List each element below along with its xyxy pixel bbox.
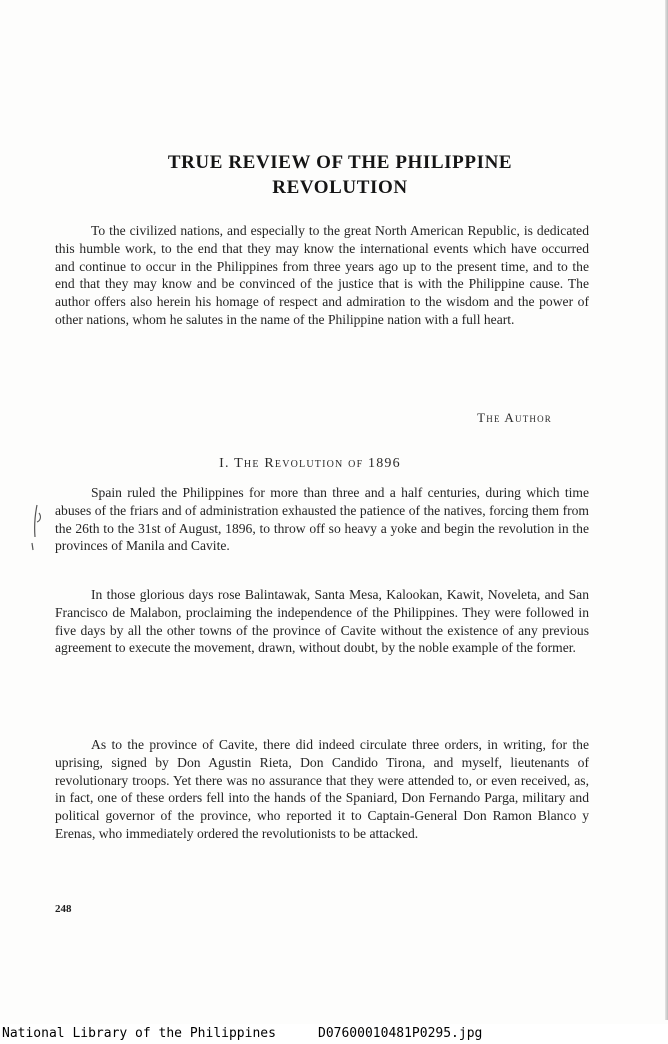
page-number: 248: [55, 903, 72, 915]
body-paragraph-1: Spain ruled the Philippines for more than three and a half centuries, during which time abuses of the friars and of administration exhausted the patience of the natives, forcing them from the 26th to the 31st of August, 1896, to throw off so heavy a yoke and begin the revolution in the provinces of Manila and Cavite.: [55, 485, 589, 554]
title-line-2: REVOLUTION: [272, 177, 408, 198]
body-paragraph-2: In those glorious days rose Balintawak, Santa Mesa, Kalookan, Kawit, Noveleta, and San Francisco de Malabon, proclaiming the independence of the Philippines. They were followed in five days by all the other towns of the province of Cavite without the existence of any previous agreement to execute the movement, drawn, without doubt, by the noble example of the former.: [55, 587, 589, 656]
footer-library-name: National Library of the Philippines: [2, 1026, 276, 1041]
dedication-paragraph: To the civilized nations, and especially to the great North American Republic, is dedicated this humble work, to the end that they may know the international events which have occurred and continue to occur in the Philippines from three years ago up to the present time, and to the end that they may know and be convinced of the justice that is with the Philippine cause. The author offers also herein his homage of respect and admiration to the wisdom and the power of other nations, whom he salutes in the name of the Philippine nation with a full heart.: [55, 223, 589, 327]
author-signature: The Author: [477, 410, 552, 425]
footer-filename: D07600010481P0295.jpg: [318, 1026, 483, 1041]
page-title: [70, 150, 610, 200]
handwritten-margin-mark: [28, 503, 44, 553]
body-paragraph-3: As to the province of Cavite, there did indeed circulate three orders, in writing, for the uprising, signed by Don Agustin Rieta, Don Candido Tirona, and myself, lieutenants of revolutionary troops. Yet there was no assurance that they were attended to, or even received, as, in fact, one of these orders fell into the hands of the Spaniard, Don Fernando Parga, military and political governor of the province, who reported it to Captain-General Don Ramon Blanco y Erenas, who immediately ordered the revolutionists to be attacked.: [55, 737, 589, 841]
scan-footer: [0, 1024, 668, 1044]
section-heading: I. The Revolution of 1896: [219, 456, 401, 471]
title-line-1: TRUE REVIEW OF THE PHILIPPINE: [167, 152, 513, 173]
